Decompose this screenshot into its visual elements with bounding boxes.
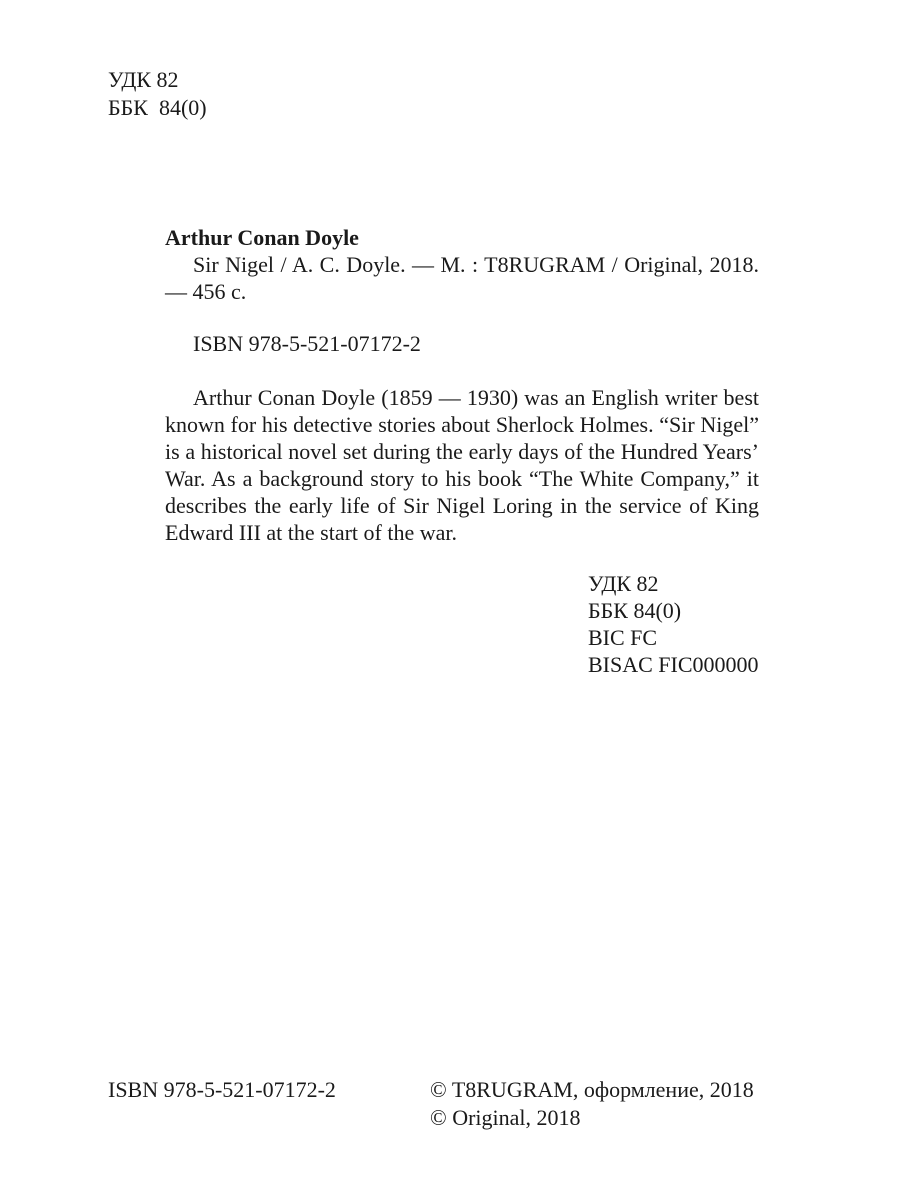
isbn-record: ISBN 978-5-521-07172-2 (193, 331, 421, 356)
author-name: Arthur Conan Doyle (165, 225, 359, 250)
udk-code-right: УДК 82 (588, 571, 659, 596)
bic-code: BIC FC (588, 625, 658, 650)
bibliographic-record (165, 224, 759, 305)
copyright-design: © T8RUGRAM, оформление, 2018 (430, 1077, 754, 1102)
citation: Sir Nigel / A. C. Doyle. — M. : T8RUGRAM / Original, 2018. — 456 c. (165, 252, 759, 304)
bisac-code: BISAC FIC000000 (588, 652, 759, 677)
book-abstract: Arthur Conan Doyle (1859 — 1930) was an English writer best known for his detective stories about Sherlock Holmes. “Sir Nigel” is a historical novel set during the early days of the Hundred Years’ War. As a background story to his book “The White Company,” it describes the early life of Sir Nigel Loring in the service of King Edward III at the start of the war. (165, 385, 759, 545)
bbk-code: ББК 84(0) (108, 95, 207, 120)
copyright-original: © Original, 2018 (430, 1105, 581, 1130)
right-classification (588, 570, 759, 678)
udk-code: УДК 82 (108, 67, 179, 92)
bbk-code-right: ББК 84(0) (588, 598, 682, 623)
top-classification (108, 66, 207, 122)
isbn-footer: ISBN 978-5-521-07172-2 (108, 1077, 336, 1102)
copyright-block (430, 1076, 754, 1132)
